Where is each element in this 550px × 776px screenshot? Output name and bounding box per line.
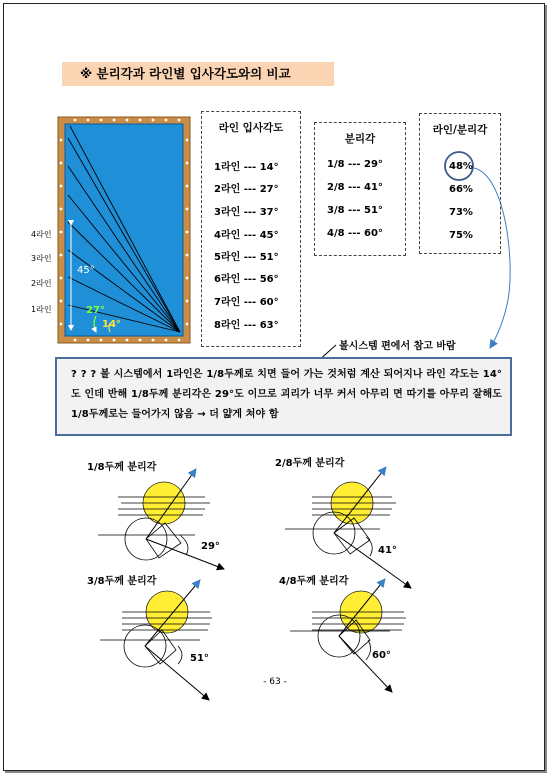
ratio-header: 라인/분리각: [432, 124, 488, 136]
page-title-text: ※ 분리각과 라인별 입사각도와의 비교: [80, 66, 291, 81]
diagram-angle-60: 60°: [372, 650, 391, 661]
diagram-angle-51: 51°: [190, 653, 209, 664]
page-number: - 63 -: [263, 677, 287, 687]
line-angle-row: 6라인 --- 56°: [214, 274, 279, 285]
ratio-row: 48%: [449, 161, 473, 172]
explanation-text: ? ? ? 볼 시스템에서 1라인은 1/8두께로 치면 들어 가는 것처럼 계산 되어지나 라인 각도는 14°도 인데 반해 1/8두께 분리각은 29°도 이므로 괴리가 너무 커서 아무리 면 따기를 아무리 잘해도 1/8두께로는 들어가지 않음 → 더 얇게 쳐야 함: [71, 369, 502, 420]
split-angle-row: 4/8 --- 60°: [327, 228, 383, 239]
side-label-4: 4라인: [31, 230, 52, 239]
split-angle-row: 3/8 --- 51°: [327, 205, 383, 216]
split-angle-row: 2/8 --- 41°: [327, 182, 383, 193]
line-angle-header: 라인 입사각도: [218, 122, 284, 134]
billiard-table: [58, 117, 190, 343]
ratio-row: 73%: [449, 207, 473, 218]
side-label-2: 2라인: [31, 279, 52, 288]
ratio-table: [419, 113, 501, 254]
split-angle-table: [314, 122, 406, 256]
diagram-angle-29: 29°: [201, 541, 220, 552]
line-angle-row: 7라인 --- 60°: [214, 297, 279, 308]
diagram-angle-41: 41°: [378, 545, 397, 556]
diagram-title-4-8: 4/8두께 분리각: [279, 576, 349, 587]
ratio-row: 75%: [449, 230, 473, 241]
diagram-title-2-8: 2/8두께 분리각: [275, 458, 345, 469]
reference-note: 볼시스템 편에서 참고 바람: [339, 341, 456, 352]
diagram-1-8: [98, 469, 224, 569]
ratio-row: 66%: [449, 184, 473, 195]
angle-label-45: 45°: [77, 265, 95, 276]
diagram-2-8: [285, 467, 411, 588]
diagram-title-1-8: 1/8두께 분리각: [87, 462, 157, 473]
line-angle-row: 5라인 --- 51°: [214, 252, 279, 263]
line-angle-table: [201, 111, 301, 347]
angle-label-14: 14°: [102, 319, 121, 330]
diagram-title-3-8: 3/8두께 분리각: [87, 576, 157, 587]
explanation-box: [55, 357, 512, 436]
line-angle-row: 3라인 --- 37°: [214, 207, 279, 218]
split-angle-row: 1/8 --- 29°: [327, 159, 383, 170]
line-angle-row: 4라인 --- 45°: [214, 230, 279, 241]
diagram-4-8: [290, 579, 406, 692]
angle-label-27: 27°: [86, 305, 105, 316]
side-label-1: 1라인: [31, 305, 52, 314]
line-angle-row: 1라인 --- 14°: [214, 162, 279, 173]
line-angle-row: 8라인 --- 63°: [214, 320, 279, 331]
split-angle-header: 분리각: [344, 133, 376, 145]
line-angle-row: 2라인 --- 27°: [214, 184, 279, 195]
side-label-3: 3라인: [31, 254, 52, 263]
